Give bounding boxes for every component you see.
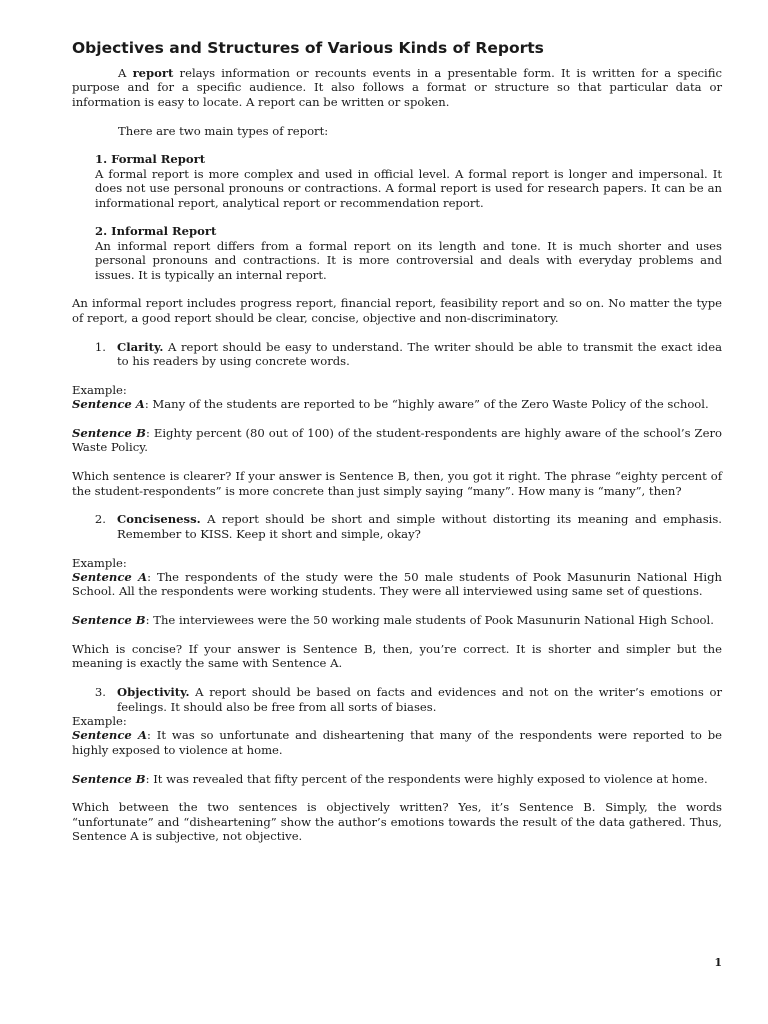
list-number: 3. (94, 685, 106, 700)
types-intro: There are two main types of report: (118, 123, 329, 138)
example-label: Example: (72, 555, 127, 570)
quality-name: Clarity. (117, 339, 164, 354)
sentence-b: Sentence B: The interviewees were the 50 working male students of Pook Masunurin National High School. (72, 613, 714, 628)
report-type-heading: 1. Formal Report (95, 152, 206, 167)
report-type-heading: 2. Informal Report (95, 224, 217, 239)
quality-conciseness: 2. Conciseness. A report should be short and simple without distorting its meaning and emphasis. Remember to KISS. Keep it short and simple, okay? (72, 512, 722, 541)
quality-name: Objectivity. (117, 685, 190, 700)
sentence-a: Sentence A: The respondents of the study were the 50 male students of Pook Masunurin National High School. All the respondents were working students. They were all interviewed using same set of questions. (72, 570, 722, 599)
report-type-body: A formal report is more complex and used in official level. A formal report is longer and impersonal. It does not use personal pronouns or contractions. A formal report is used for research papers. It can be an informational report, analytical report or recommendation report. (95, 166, 722, 210)
quality-clarity: 1. Clarity. A report should be easy to understand. The writer should be able to transmit the exact idea to his readers by using concrete words. (72, 340, 722, 369)
good-report-paragraph: An informal report includes progress report, financial report, feasibility report and so on. No matter the type of report, a good report should be clear, concise, objective and non-discriminatory. (72, 296, 722, 325)
list-number: 2. (94, 512, 106, 527)
list-number: 1. (94, 339, 106, 354)
page-title: Objectives and Structures of Various Kinds of Reports (72, 39, 544, 57)
quality-conclusion: Which is concise? If your answer is Sentence B, then, you’re correct. It is shorter and simpler but the meaning is exactly the same with Sentence A. (72, 642, 722, 671)
report-term: report (132, 66, 174, 80)
page-number: 1 (714, 956, 722, 969)
quality-objectivity: 3. Objectivity. A report should be based on facts and evidences and not on the writer’s emotions or feelings. It should also be free from all sorts of biases. (72, 685, 722, 714)
sentence-b: Sentence B: It was revealed that fifty percent of the respondents were highly exposed to violence at home. (72, 771, 708, 786)
quality-conclusion: Which sentence is clearer? If your answer is Sentence B, then, you got it right. The phrase “eighty percent of the student-respondents” is more concrete than just simply saying “many”. How many is “many”, then? (72, 469, 722, 498)
quality-conclusion: Which between the two sentences is objectively written? Yes, it’s Sentence B. Simply, the words “unfortunate” and “disheartening” show the author’s emotions towards the result of the data gathered. Thus, Sentence A is subjective, not objective. (72, 800, 722, 844)
report-type-informal (72, 224, 722, 282)
quality-name: Conciseness. (117, 512, 201, 527)
example-label: Example: (72, 714, 127, 729)
example-label: Example: (72, 382, 127, 397)
report-type-body: An informal report differs from a formal report on its length and tone. It is much shorter and uses personal pronouns and contractions. It is more controversial and deals with everyday problems and issues. It is typically an internal report. (95, 238, 722, 282)
report-type-formal (72, 152, 722, 210)
document-body (72, 66, 722, 858)
sentence-a: Sentence A: Many of the students are reported to be “highly aware” of the Zero Waste Policy of the school. (72, 397, 709, 412)
sentence-b: Sentence B: Eighty percent (80 out of 100) of the student-respondents are highly aware of the school’s Zero Waste Policy. (72, 426, 722, 455)
sentence-a: Sentence A: It was so unfortunate and disheartening that many of the respondents were reported to be highly exposed to violence at home. (72, 728, 723, 757)
intro-paragraph: A report relays information or recounts events in a presentable form. It is written for a specific purpose and for a specific audience. It also follows a format or structure so that particular data or information is easy to locate. A report can be written or spoken. (72, 66, 722, 109)
